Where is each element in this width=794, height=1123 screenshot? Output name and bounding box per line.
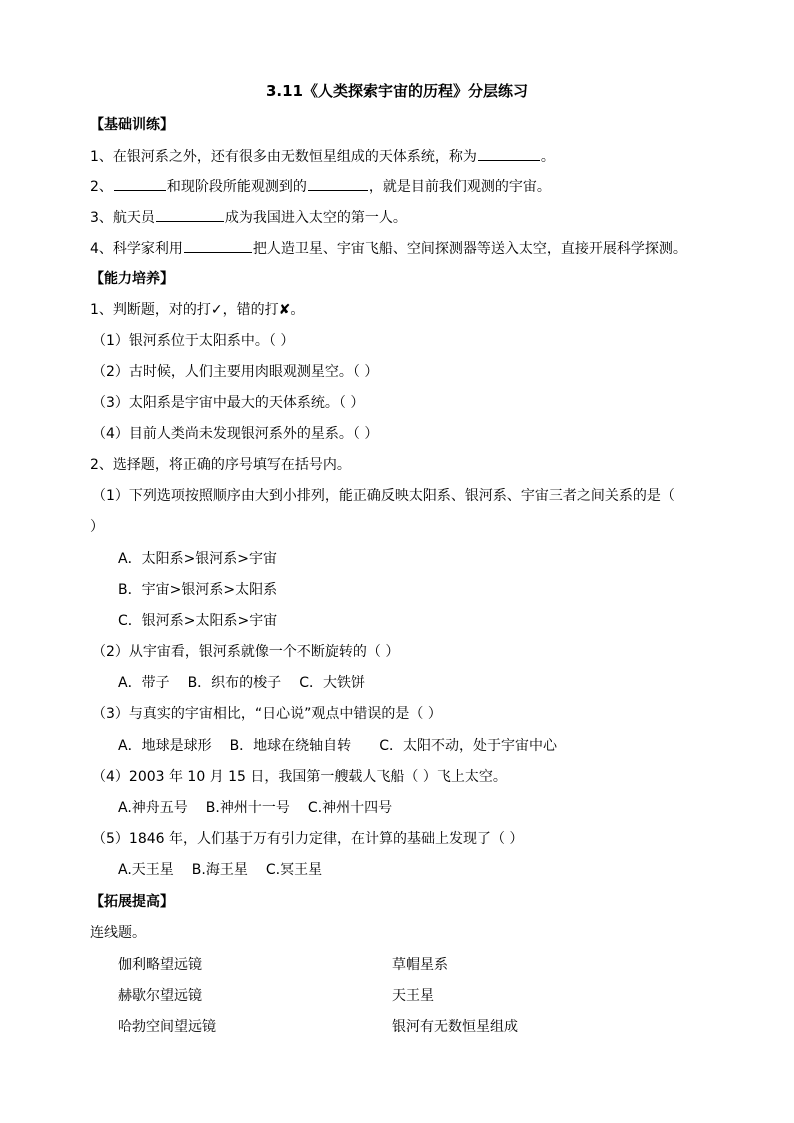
matching-left-item[interactable]: 哈勃空间望远镜	[118, 1019, 216, 1035]
question-text: ，就是目前我们观测的宇宙。	[368, 179, 551, 195]
question-4	[90, 238, 687, 259]
answer-blank[interactable]	[308, 176, 368, 191]
judge-intro: 1、判断题，对的打✓，错的打✘。	[90, 302, 305, 318]
choice-option: C．大铁饼	[299, 675, 365, 691]
matching-right-item[interactable]: 草帽星系	[392, 957, 448, 973]
question-text: 把人造卫星、宇宙飞船、空间探测器等送入太空，直接开展科学探测。	[252, 241, 687, 257]
choice-option: C．太阳不动，处于宇宙中心	[379, 738, 557, 754]
choice-option: A.神舟五号	[118, 800, 188, 816]
judge-item: （4）目前人类尚未发现银河系外的星系。（ ）	[92, 426, 379, 442]
judge-item: （3）太阳系是宇宙中最大的天体系统。（ ）	[92, 395, 365, 411]
choice-option: A.天王星	[118, 862, 174, 878]
choice-options-row	[118, 736, 557, 756]
matching-right-item[interactable]: 银河有无数恒星组成	[392, 1019, 518, 1035]
choice-option: B.神州十一号	[205, 800, 290, 816]
section-heading-ability: 【能力培养】	[90, 271, 174, 287]
matching-intro: 连线题。	[90, 925, 146, 941]
matching-right-item[interactable]: 天王星	[392, 988, 434, 1004]
choice-question-2: （2）从宇宙看，银河系就像一个不断旋转的（ ）	[92, 644, 400, 660]
choice-option: C.冥王星	[265, 862, 323, 878]
question-text: 和现阶段所能观测到的	[166, 179, 307, 195]
choice-question-1-cont: ）	[90, 519, 104, 535]
question-text: 1、在银河系之外，还有很多由无数恒星组成的天体系统，称为	[90, 149, 477, 165]
choice-options-row	[118, 798, 392, 818]
question-2	[90, 176, 551, 197]
question-text: 成为我国进入太空的第一人。	[224, 210, 407, 226]
choice-option: B．织布的梭子	[187, 675, 282, 691]
matching-left-item[interactable]: 伽利略望远镜	[118, 957, 202, 973]
choice-option: B．宇宙>银河系>太阳系	[118, 582, 278, 598]
choice-option: B．地球在绕轴自转	[229, 738, 352, 754]
judge-item: （2）古时候，人们主要用肉眼观测星空。（ ）	[92, 364, 379, 380]
page-title: 3.11《人类探索宇宙的历程》分层练习	[265, 82, 528, 100]
question-text: 4、科学家利用	[90, 241, 183, 257]
question-text: 2、	[90, 179, 113, 195]
question-text: 。	[540, 149, 555, 165]
choice-options-row	[118, 860, 322, 880]
choice-option: B.海王星	[191, 862, 248, 878]
choice-question-1: （1）下列选项按照顺序由大到小排列，能正确反映太阳系、银河系、宇宙三者之间关系的是（	[92, 488, 675, 504]
section-heading-basic: 【基础训练】	[90, 117, 174, 133]
choice-options-row	[118, 673, 365, 693]
choice-option: A．太阳系>银河系>宇宙	[118, 551, 278, 567]
choice-option: A．地球是球形	[118, 738, 212, 754]
answer-blank[interactable]	[184, 238, 252, 253]
question-3	[90, 207, 407, 228]
choice-option: C.神州十四号	[307, 800, 393, 816]
judge-item: （1）银河系位于太阳系中。（ ）	[92, 333, 295, 349]
choice-intro: 2、选择题，将正确的序号填写在括号内。	[90, 457, 351, 473]
choice-question-4: （4）2003 年 10 月 15 日，我国第一艘载人飞船（ ）飞上太空。	[92, 769, 507, 785]
choice-question-5: （5）1846 年，人们基于万有引力定律，在计算的基础上发现了（ ）	[92, 831, 524, 847]
answer-blank[interactable]	[478, 146, 540, 161]
choice-option: C．银河系>太阳系>宇宙	[118, 613, 278, 629]
matching-left-item[interactable]: 赫歇尔望远镜	[118, 988, 202, 1004]
section-heading-extension: 【拓展提高】	[90, 894, 174, 910]
question-text: 3、航天员	[90, 210, 155, 226]
question-1	[90, 146, 555, 167]
answer-blank[interactable]	[156, 207, 224, 222]
choice-option: A．带子	[118, 675, 170, 691]
choice-question-3: （3）与真实的宇宙相比，“日心说”观点中错误的是（ ）	[92, 706, 442, 722]
answer-blank[interactable]	[114, 176, 166, 191]
